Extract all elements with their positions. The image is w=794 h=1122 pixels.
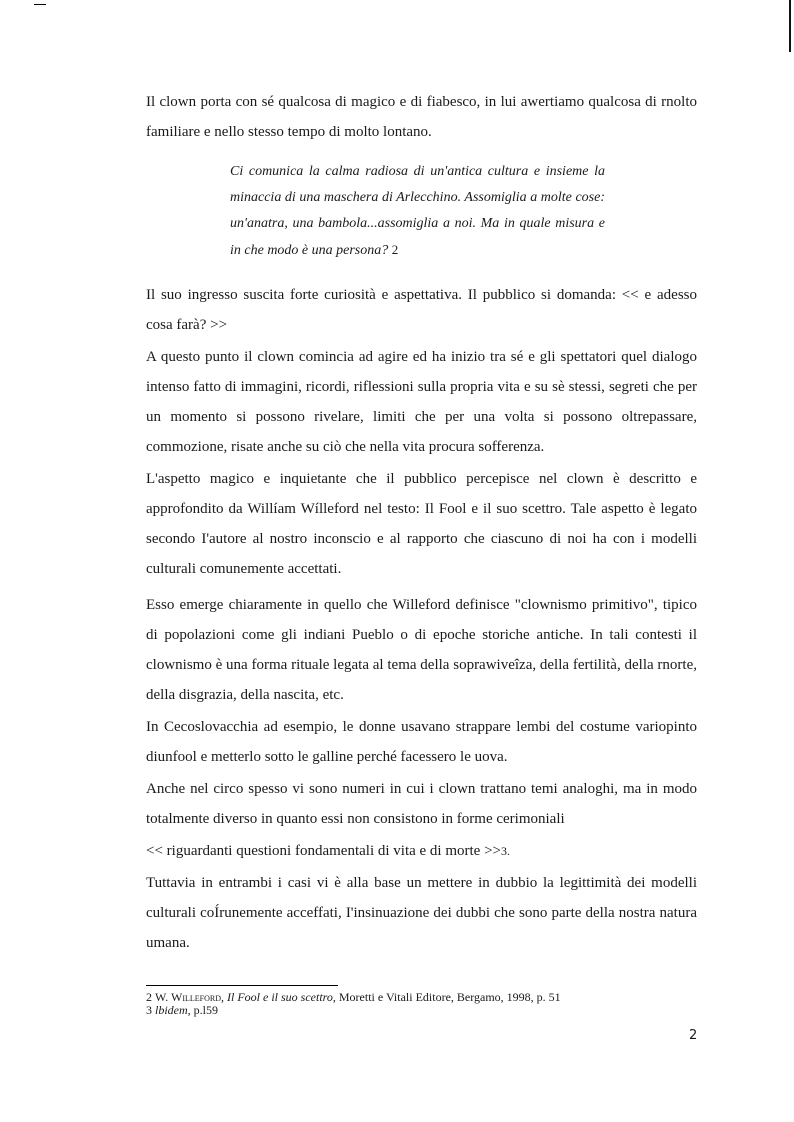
footnote-3-title: lbidem, — [155, 1003, 191, 1017]
footnote-2 — [146, 991, 706, 1004]
footnote-2-author: W. Willeford, — [155, 990, 224, 1004]
footnote-3-details: p.l59 — [193, 1003, 219, 1017]
main-text — [146, 87, 697, 958]
paragraph-3: A questo punto il clown comincia ad agire ed ha inizio tra sé e gli spettatori quel dialogo intenso fatto di immagini, ricordi, riflessioni sulla propria vita e su sè stessi, segreti che per un momento si possono rivelare, limiti che per una volta si possono oltrepassare, commozione, risate anche su ciò che nella vita procura sofferenza. — [146, 349, 697, 455]
quote-text: Ci comunica la calma radiosa di un'antica cultura e insieme la minaccia di una maschera di Arlecchino. Assomiglia a molte cose: un'anatra, una bambola...assomiglia a noi. Ma in quale misura e in che modo è una persona? — [230, 164, 605, 258]
page-number: 2 — [689, 1028, 698, 1043]
paragraph-1: Il clown porta con sé qualcosa di magico e di fiabesco, in lui awertiamo qualcosa di rnolto familiare e nello stesso tempo di molto lontano. — [146, 94, 697, 140]
paragraph-8 — [146, 836, 697, 866]
paragraph-6: In Cecoslovacchia ad esempio, le donne usavano strappare lembi del costume variopinto diunfool e metterlo sotto le galline perché facessero le uova. — [146, 719, 697, 765]
footnotes — [146, 991, 706, 1017]
paragraph-8-text: << riguardanti questioni fondamentali di vita e di morte >> — [146, 843, 502, 859]
paragraph-4: L'aspetto magico e inquietante che il pubblico percepisce nel clown è descritto e approfondito da Willíam Wílleford nel testo: Il Fool e il suo scettro. Tale aspetto è legato secondo I'autore al nostro inconscio e al rapporto che ciascuno di noi ha con i modelli culturali comunemente accettati. — [146, 471, 697, 577]
paragraph-8-footnote-ref: 3. — [501, 844, 511, 858]
paragraph-9: Tuttavia in entrambi i casi vi è alla base un mettere in dubbio la legittimità dei modelli culturali coÍrunemente acceffati, I'insinuazione dei dubbi che sono parte della nostra natura umana. — [146, 875, 697, 951]
footnote-3 — [146, 1004, 706, 1017]
footnote-3-number: 3 — [146, 1003, 152, 1017]
paragraph-2: Il suo ingresso suscita forte curiosità e aspettativa. Il pubblico si domanda: << e adesso cosa farà? >> — [146, 287, 697, 333]
footnote-2-number: 2 — [146, 990, 152, 1004]
quote-footnote-ref: 2 — [391, 242, 399, 257]
footnote-2-title: Il Fool e il suo scettro — [227, 990, 333, 1004]
paragraph-7: Anche nel circo spesso vi sono numeri in cui i clown trattano temi analoghi, ma in modo totalmente diverso in quanto essi non consistono in forme cerimoniali — [146, 781, 697, 827]
right-edge-bar — [789, 0, 791, 52]
top-edge-mark — [34, 4, 46, 5]
block-quote — [230, 159, 605, 264]
footnote-separator — [146, 985, 338, 986]
paragraph-5: Esso emerge chiaramente in quello che Willeford definisce "clownismo primitivo", tipico di popolazioni come gli indiani Pueblo o di epoche storiche antiche. In tali contesti il clownismo è una forma rituale legata al tema della soprawiveîza, della fertilità, della rnorte, della disgrazia, della nascita, etc. — [146, 597, 697, 703]
footnote-2-details: , Moretti e Vitali Editore, Bergamo, 1998, p. 51 — [332, 990, 561, 1004]
